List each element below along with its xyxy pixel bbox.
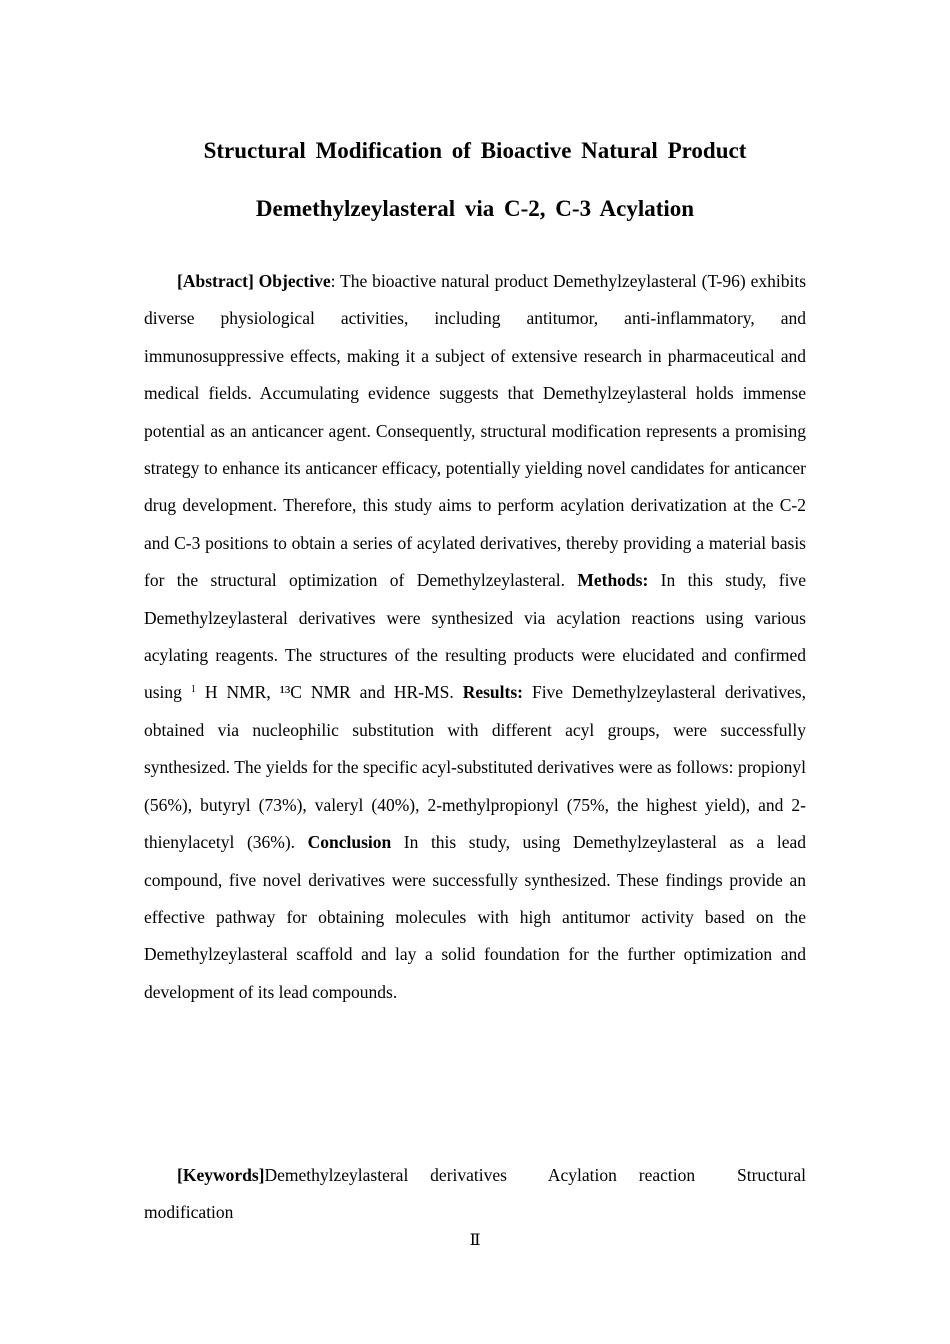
- keyword-item: Demethylzeylasteral derivatives: [264, 1165, 507, 1185]
- page-number: Ⅱ: [469, 1232, 481, 1249]
- conclusion-label: Conclusion: [307, 832, 392, 853]
- abstract-label: [Abstract]: [177, 271, 254, 291]
- abstract-paragraph: [144, 263, 806, 1011]
- methods-text-a: In this study, five Demethylzeylasteral derivatives were synthesized via acylation reactions using various acylating reagents. The structures of the resulting products were elucidated and confirmed using: [144, 570, 807, 703]
- objective-text: The bioactive natural product Demethylzeylasteral (T-96) exhibits diverse physiological activities, including antitumor, anti-inflammatory, and immunosuppressive effects, making it a subject of extensive research in pharmaceutical and medical fields. Accumulating evidence suggests that Demethylzeylasteral holds immense potential as an anticancer agent. Consequently, structural modification represents a promising strategy to enhance its anticancer efficacy, potentially yielding novel candidates for anticancer drug development. Therefore, this study aims to perform acylation derivatization at the C-2 and C-3 positions to obtain a series of acylated derivatives, thereby providing a material basis for the structural optimization of Demethylzeylasteral.: [144, 271, 807, 591]
- methods-label: Methods:: [577, 570, 649, 591]
- conclusion-text: In this study, using Demethylzeylasteral as a lead compound, five novel derivatives were successfully synthesized. These findings provide an effective pathway for obtaining molecules with high antitumor activity based on the Demethylzeylasteral scaffold and lay a solid foundation for the further optimization and development of its lead compounds.: [144, 832, 806, 1002]
- objective-label: Objective: [258, 271, 331, 291]
- keyword-item: Structural modification: [144, 1165, 806, 1223]
- results-label: Results:: [462, 682, 523, 703]
- h-nmr-superscript: 1: [190, 684, 196, 696]
- keyword-item: Acylation reaction: [547, 1165, 696, 1185]
- keywords-paragraph: [144, 1157, 806, 1232]
- results-text: Five Demethylzeylasteral derivatives, obtained via nucleophilic substitution with different acyl groups, were successfully synthesized. The yields for the specific acyl-substituted derivatives were as follows: propionyl (56%), butyryl (73%), valeryl (40%), 2-methylpropionyl (75%, the highest yield), and 2-thienylacetyl (36%).: [144, 682, 806, 853]
- keywords-label: [Keywords]: [177, 1165, 265, 1185]
- title-line-1: Structural Modification of Bioactive Natural Product: [203, 138, 747, 163]
- methods-text-b: H NMR, ¹³C NMR and HR-MS.: [195, 682, 463, 703]
- objective-colon: :: [330, 271, 336, 291]
- title-line-2: Demethylzeylasteral via C-2, C-3 Acylation: [255, 196, 695, 221]
